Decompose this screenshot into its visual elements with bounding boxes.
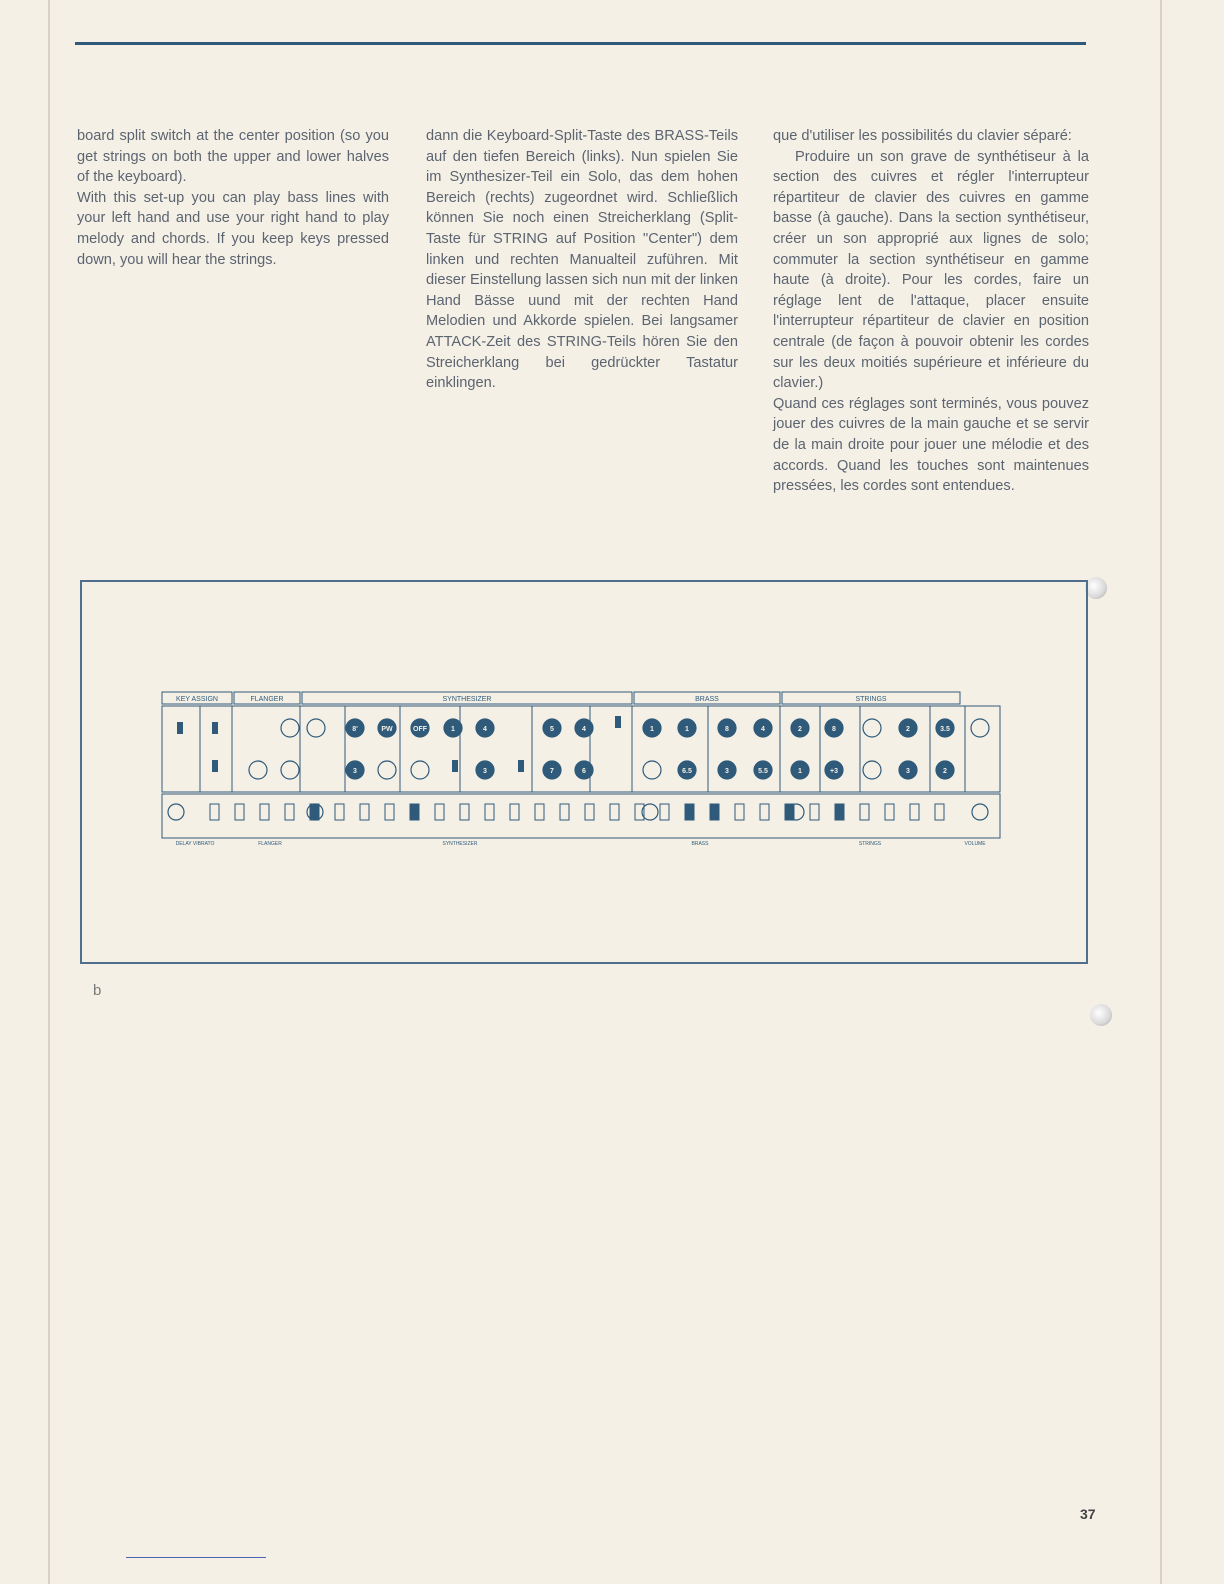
panel-button [485,804,494,820]
section-header-label: FLANGER [250,696,284,703]
knob-value: 6 [582,768,586,775]
panel-knob [281,761,299,779]
panel-bottom-label: STRINGS [858,841,882,847]
panel-knob [863,719,881,737]
top-rule [75,42,1086,45]
panel-button [660,804,669,820]
panel-button [710,804,719,820]
knob-value: 4 [582,726,586,733]
page-edge-right [1160,0,1162,1584]
panel-knob [378,761,396,779]
french-paragraph: Produire un son grave de synthétiseur à la section des cuivres et régler l'interrupteur répartiteur de clavier des cuivres en gamme basse (à gauche). Dans la section synthétiseur, créer un son approprié aux lignes de solo; commuter la section synthétiseur en gamme haute (à droite). Pour les cordes, faire un réglage lent de l'attaque, placer ensuite l'interrupteur répartiteur de clavier en position centrale (de façon à pouvoir obtenir les cordes sur les deux moitiés supérieure et inférieure du clavier.) [773,148,1089,392]
knob-value: 8 [832,726,836,733]
panel-button [335,804,344,820]
margin-mark: b [93,982,102,999]
panel-button [935,804,944,820]
panel-button [410,804,419,820]
panel-button [260,804,269,820]
panel-button [860,804,869,820]
panel-button [435,804,444,820]
knob-value: 5 [550,726,554,733]
page-edge-left [48,0,50,1584]
panel-button [910,804,919,820]
volume-knob [972,804,988,820]
panel-button [535,804,544,820]
panel-button [310,804,319,820]
knob-value: 4 [483,726,487,733]
panel-button [635,804,644,820]
knob-value: 3 [483,768,487,775]
french-paragraph: Quand ces réglages sont terminés, vous pouvez jouer des cuivres de la main gauche et se servir de la main droite pour jouer une mélodie et des accords. Quand les touches sont maintenues pressées, les cordes sont entendues. [773,395,1089,495]
knob-value: PW [381,726,393,733]
knob-value: 3.5 [940,726,950,733]
panel-knob [863,761,881,779]
page-number: 37 [1080,1506,1096,1522]
german-paragraph: dann die Keyboard-Split-Taste des BRASS-Teils auf den tiefen Bereich (links). Nun spielen Sie im Synthesizer-Teil ein Solo, das dem hohen Bereich (rechts) zugeordnet wird. Schließlich können Sie noch einen Streicherklang (Split-Taste für STRING auf Position "Center") dem linken und rechten Manualteil zuführen. Mit dieser Einstellung lassen sich nun mit der linken Hand Bässe uund mit der rechten Hand Melodien und Akkorde spielen. Bei langsamer ATTACK-Zeit des STRING-Teils hören Sie den Streicherklang bei gedrückter Tastatur einklingen. [426,128,738,392]
panel-button [585,804,594,820]
knob-value: 5.5 [758,768,768,775]
knob-value: 2 [798,726,802,733]
knob-value: +3 [830,768,838,775]
knob-value: 3 [725,768,729,775]
knob-value: 3 [906,768,910,775]
english-paragraph: board split switch at the center position (so you get strings on both the upper and lower halves of the keyboard). [77,128,389,186]
panel-knob [971,719,989,737]
panel-button [460,804,469,820]
knob-value: 3 [353,768,357,775]
section-header-label: SYNTHESIZER [442,696,492,703]
english-column [77,126,389,270]
knob-value: 1 [685,726,689,733]
volume-knob [168,804,184,820]
panel-bottom-label: FLANGER [258,841,282,847]
knob-value: 4 [761,726,765,733]
panel-switch [452,760,458,772]
section-header-label: BRASS [695,696,719,703]
knob-value: 8 [725,726,729,733]
panel-button [835,804,844,820]
panel-button [685,804,694,820]
panel-button [510,804,519,820]
panel-button [235,804,244,820]
panel-button [735,804,744,820]
panel-switch [615,716,621,728]
knob-value: 1 [650,726,654,733]
panel-switch [212,722,218,734]
panel-knob [249,761,267,779]
panel-button [385,804,394,820]
knob-value: 1 [451,726,455,733]
french-paragraph: que d'utiliser les possibilités du clavier séparé: [773,128,1072,144]
panel-bottom-label: VOLUME [964,841,986,847]
section-header-label: KEY ASSIGN [176,696,218,703]
knob-value: OFF [413,726,427,733]
binder-hole [1085,577,1107,599]
knob-value: 2 [943,768,947,775]
footer-underline [126,1557,266,1558]
section-header-label: STRINGS [855,696,887,703]
binder-hole [1090,1004,1112,1026]
panel-bottom-label: DELAY VIBRATO [175,841,215,847]
panel-knob [411,761,429,779]
panel-bottom-label: SYNTHESIZER [442,841,478,847]
panel-bottom-label: BRASS [691,841,709,847]
french-column [773,126,1089,497]
panel-switch [177,722,183,734]
panel-knob [281,719,299,737]
panel-button [210,804,219,820]
knob-value: 1 [798,768,802,775]
knob-value: 6.5 [682,768,692,775]
lower-panel-outline [162,794,1000,838]
english-paragraph: With this set-up you can play bass lines with your left hand and use your right hand to play melody and chords. If you keep keys pressed down, you will hear the strings. [77,189,389,268]
german-column [426,126,738,394]
panel-switch [518,760,524,772]
panel-button [610,804,619,820]
panel-button [360,804,369,820]
panel-button [285,804,294,820]
panel-button [810,804,819,820]
panel-button [560,804,569,820]
knob-value: 2 [906,726,910,733]
knob-value: 7 [550,768,554,775]
panel-button [760,804,769,820]
panel-knob [643,761,661,779]
panel-switch [212,760,218,772]
panel-knob [307,719,325,737]
panel-button [885,804,894,820]
knob-value: 8' [352,726,358,733]
control-panel-diagram [160,682,1002,850]
